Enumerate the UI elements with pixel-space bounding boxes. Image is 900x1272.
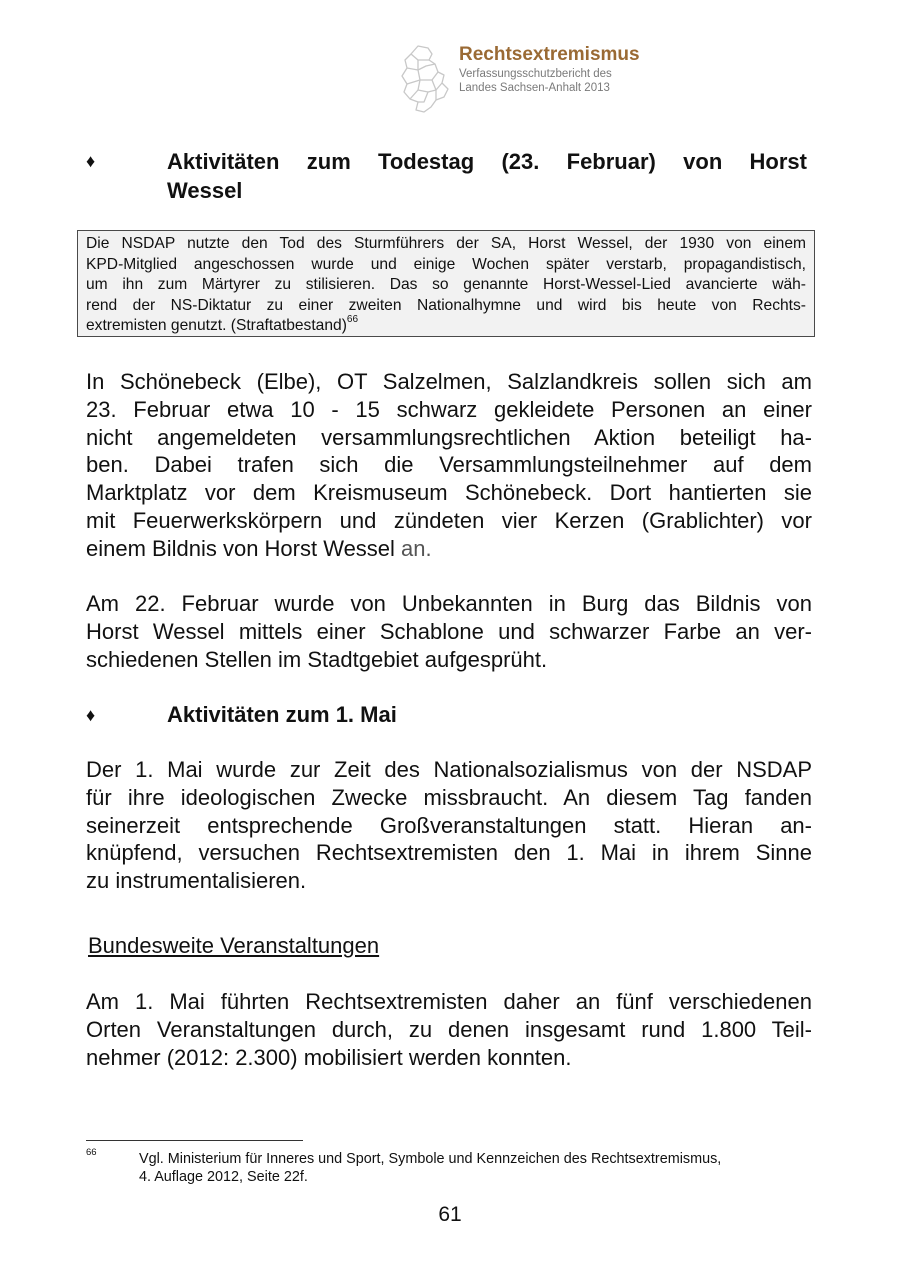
info-line: Die NSDAP nutzte den Tod des Sturmführers der SA, Horst Wessel, der 1930 von einem [86,235,806,252]
header-subtitle-line1: Verfassungsschutzbericht des [459,68,612,80]
para-last-line: nehmer (2012: 2.300) mobilisiert werden konnten. [86,1044,572,1070]
footnote-reference[interactable]: 66 [346,314,359,326]
para-line: Der 1. Mai wurde zur Zeit des Nationalsozialismus von der NSDAP [86,757,812,782]
para-last-line: schiedenen Stellen im Stadtgebiet aufgesprüht. [86,646,548,672]
footnote-divider [86,1140,303,1141]
heading-word: Aktivitäten [167,149,280,174]
para-last-line: zu instrumentalisieren. [86,868,307,894]
footnote-line: 4. Auflage 2012, Seite 22f. [139,1169,308,1185]
heading-word: (23. [501,149,540,174]
section1-bullet: ♦ [86,151,96,171]
para-line: 23. Februar etwa 10 - 15 schwarz gekleidete Personen an einer [86,396,812,422]
paragraph-1-mai [86,756,812,895]
para-line: Orten Veranstaltungen durch, zu denen insgesamt rund 1.800 Teil- [86,1016,812,1042]
footnote-text [139,1150,721,1186]
section1-heading [167,147,807,205]
para-line-text: einem Bildnis von Horst Wessel [86,535,395,561]
header-subtitle-line2: Landes Sachsen-Anhalt 2013 [459,82,610,94]
paragraph-schoenebeck [86,368,812,563]
para-line: Am 22. Februar wurde von Unbekannten in Burg das Bildnis von [86,591,812,616]
para-line: nicht angemeldeten versammlungsrechtlichen Aktion beteiligt ha- [86,424,812,450]
para-last-word: an. [394,535,432,561]
para-line: seinerzeit entsprechende Großveranstaltungen statt. Hieran an- [86,812,812,838]
info-line: um ihn zum Märtyrer zu stilisieren. Das so genannte Horst-Wessel-Lied avancierte wäh- [86,276,806,294]
para-line: für ihre ideologischen Zwecke missbraucht. An diesem Tag fanden [86,784,812,810]
sachsen-anhalt-map-icon [398,44,454,114]
para-line: In Schönebeck (Elbe), OT Salzelmen, Salzlandkreis sollen sich am [86,369,812,394]
page-number: 61 [438,1203,462,1226]
para-last-line [86,535,812,563]
section2-bullet: ♦ [86,705,96,725]
para-line: mit Feuerwerkskörpern und zündeten vier Kerzen (Grablichter) vor [86,507,812,533]
heading-word: Todestag [378,149,475,174]
section2-heading: Aktivitäten zum 1. Mai [167,702,397,727]
para-line: Horst Wessel mittels einer Schablone und schwarzer Farbe an ver- [86,618,812,644]
info-line: KPD-Mitglied angeschossen wurde und einige Wochen später verstarb, propagandistisch, [86,255,806,273]
info-box [77,230,815,337]
info-last-line [86,316,806,337]
info-line: rend der NS-Diktatur zu einer zweiten Nationalhymne und wird bis heute von Rechts- [86,296,806,314]
paragraph-burg [86,590,812,673]
heading-line2: Wessel [167,178,243,203]
footnote-number: 66 [86,1147,97,1158]
heading-word: zum [306,149,351,174]
para-line: ben. Dabei trafen sich die Versammlungsteilnehmer auf dem [86,452,812,478]
header-title: Rechtsextremismus [459,44,640,65]
para-line: Am 1. Mai führten Rechtsextremisten daher an fünf verschiedenen [86,989,812,1014]
info-line-text: extremisten genutzt. (Straftatbestand) [86,317,347,335]
para-line: Marktplatz vor dem Kreismuseum Schönebeck. Dort hantierten sie [86,480,812,506]
paragraph-veranstaltungen [86,988,812,1071]
footnote-line: Vgl. Ministerium für Inneres und Sport, Symbole und Kennzeichen des Rechtsextremismus, [139,1151,722,1167]
para-line: knüpfend, versuchen Rechtsextremisten den 1. Mai in ihrem Sinne [86,840,812,866]
heading-word: Februar) [566,149,656,174]
subheading-bundesweite-veranstaltungen: Bundesweite Veranstaltungen [88,933,380,958]
heading-word: Horst [749,149,807,174]
heading-word: von [683,149,723,174]
